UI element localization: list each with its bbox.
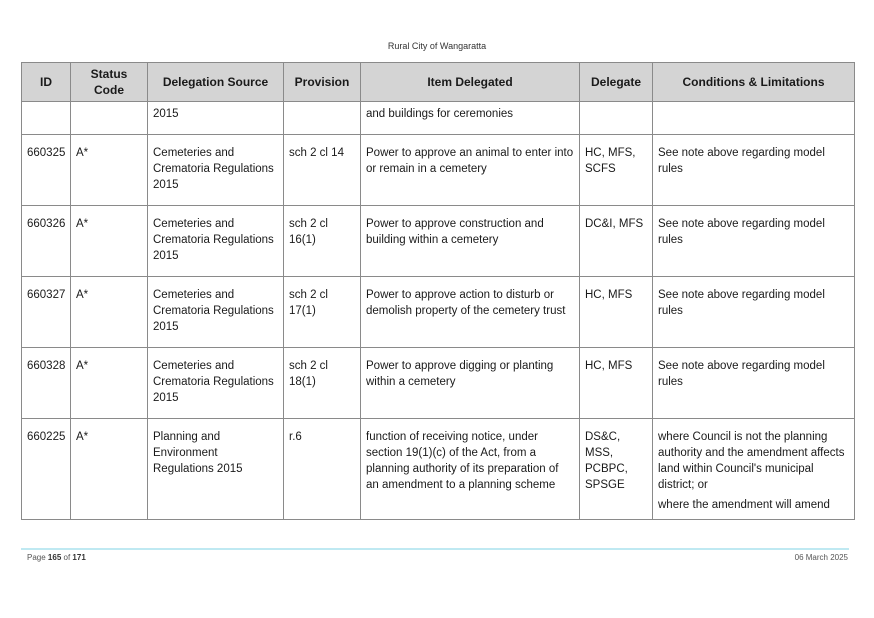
table-row xyxy=(22,135,855,206)
cell-id: 660327 xyxy=(22,277,71,348)
cell-provision xyxy=(284,102,361,135)
cell-item: Power to approve digging or planting within a cemetery xyxy=(361,348,580,419)
cell-conditions: See note above regarding model rules xyxy=(653,206,855,277)
page-number xyxy=(27,553,86,562)
cell-status: A* xyxy=(71,135,148,206)
conditions-continued-text: where the amendment will amend xyxy=(658,499,830,511)
cell-item: function of receiving notice, under section 19(1)(c) of the Act, from a planning authority of its preparation of an amendment to a planning scheme xyxy=(361,419,580,520)
cell-delegate: HC, MFS xyxy=(580,277,653,348)
cell-item: Power to approve an animal to enter into or remain in a cemetery xyxy=(361,135,580,206)
cell-conditions: See note above regarding model rules xyxy=(653,348,855,419)
cell-status xyxy=(71,102,148,135)
table-row xyxy=(22,206,855,277)
cell-status: A* xyxy=(71,277,148,348)
col-header-delegate: Delegate xyxy=(580,63,653,102)
col-header-id: ID xyxy=(22,63,71,102)
cell-item: Power to approve action to disturb or demolish property of the cemetery trust xyxy=(361,277,580,348)
col-header-status-code: Status Code xyxy=(71,63,148,102)
cell-source: Cemeteries and Crematoria Regulations 2015 xyxy=(148,206,284,277)
footer-rule xyxy=(21,548,849,550)
cell-source: Planning and Environment Regulations 2015 xyxy=(148,419,284,520)
col-header-item-delegated: Item Delegated xyxy=(361,63,580,102)
table-row xyxy=(22,102,855,135)
cell-source: Cemeteries and Crematoria Regulations 2015 xyxy=(148,277,284,348)
cell-delegate: HC, MFS xyxy=(580,348,653,419)
table-row xyxy=(22,348,855,419)
col-header-provision: Provision xyxy=(284,63,361,102)
cell-conditions: See note above regarding model rules xyxy=(653,135,855,206)
cell-id: 660225 xyxy=(22,419,71,520)
cell-id: 660328 xyxy=(22,348,71,419)
cell-provision: sch 2 cl 18(1) xyxy=(284,348,361,419)
cell-delegate: DS&C, MSS, PCBPC, SPSGE xyxy=(580,419,653,520)
cell-provision: sch 2 cl 17(1) xyxy=(284,277,361,348)
cell-id: 660326 xyxy=(22,206,71,277)
page-label: Page xyxy=(27,553,46,562)
cell-status: A* xyxy=(71,206,148,277)
cell-delegate: HC, MFS, SCFS xyxy=(580,135,653,206)
cell-item: Power to approve construction and building within a cemetery xyxy=(361,206,580,277)
delegation-table xyxy=(21,62,855,520)
page-total: 171 xyxy=(72,553,86,562)
cell-id: 660325 xyxy=(22,135,71,206)
cell-provision: sch 2 cl 14 xyxy=(284,135,361,206)
cell-conditions xyxy=(653,419,855,520)
cell-source: Cemeteries and Crematoria Regulations 2015 xyxy=(148,135,284,206)
cell-delegate xyxy=(580,102,653,135)
cell-status: A* xyxy=(71,348,148,419)
table-row xyxy=(22,419,855,520)
cell-conditions xyxy=(653,102,855,135)
cell-conditions: See note above regarding model rules xyxy=(653,277,855,348)
cell-item: and buildings for ceremonies xyxy=(361,102,580,135)
cell-status: A* xyxy=(71,419,148,520)
col-header-conditions: Conditions & Limitations xyxy=(653,63,855,102)
table-row xyxy=(22,277,855,348)
page-header: Rural City of Wangaratta xyxy=(387,41,487,51)
cell-source: Cemeteries and Crematoria Regulations 2015 xyxy=(148,348,284,419)
cell-id xyxy=(22,102,71,135)
cell-delegate: DC&I, MFS xyxy=(580,206,653,277)
conditions-text: where Council is not the planning authority and the amendment affects land within Council's municipal district; or xyxy=(658,431,845,491)
col-header-delegation-source: Delegation Source xyxy=(148,63,284,102)
table-header-row xyxy=(22,63,855,102)
cell-provision: r.6 xyxy=(284,419,361,520)
page-current: 165 xyxy=(47,553,62,562)
footer-date: 06 March 2025 xyxy=(794,553,848,562)
cell-provision: sch 2 cl 16(1) xyxy=(284,206,361,277)
page-of: of xyxy=(63,553,71,562)
cell-source: 2015 xyxy=(148,102,284,135)
